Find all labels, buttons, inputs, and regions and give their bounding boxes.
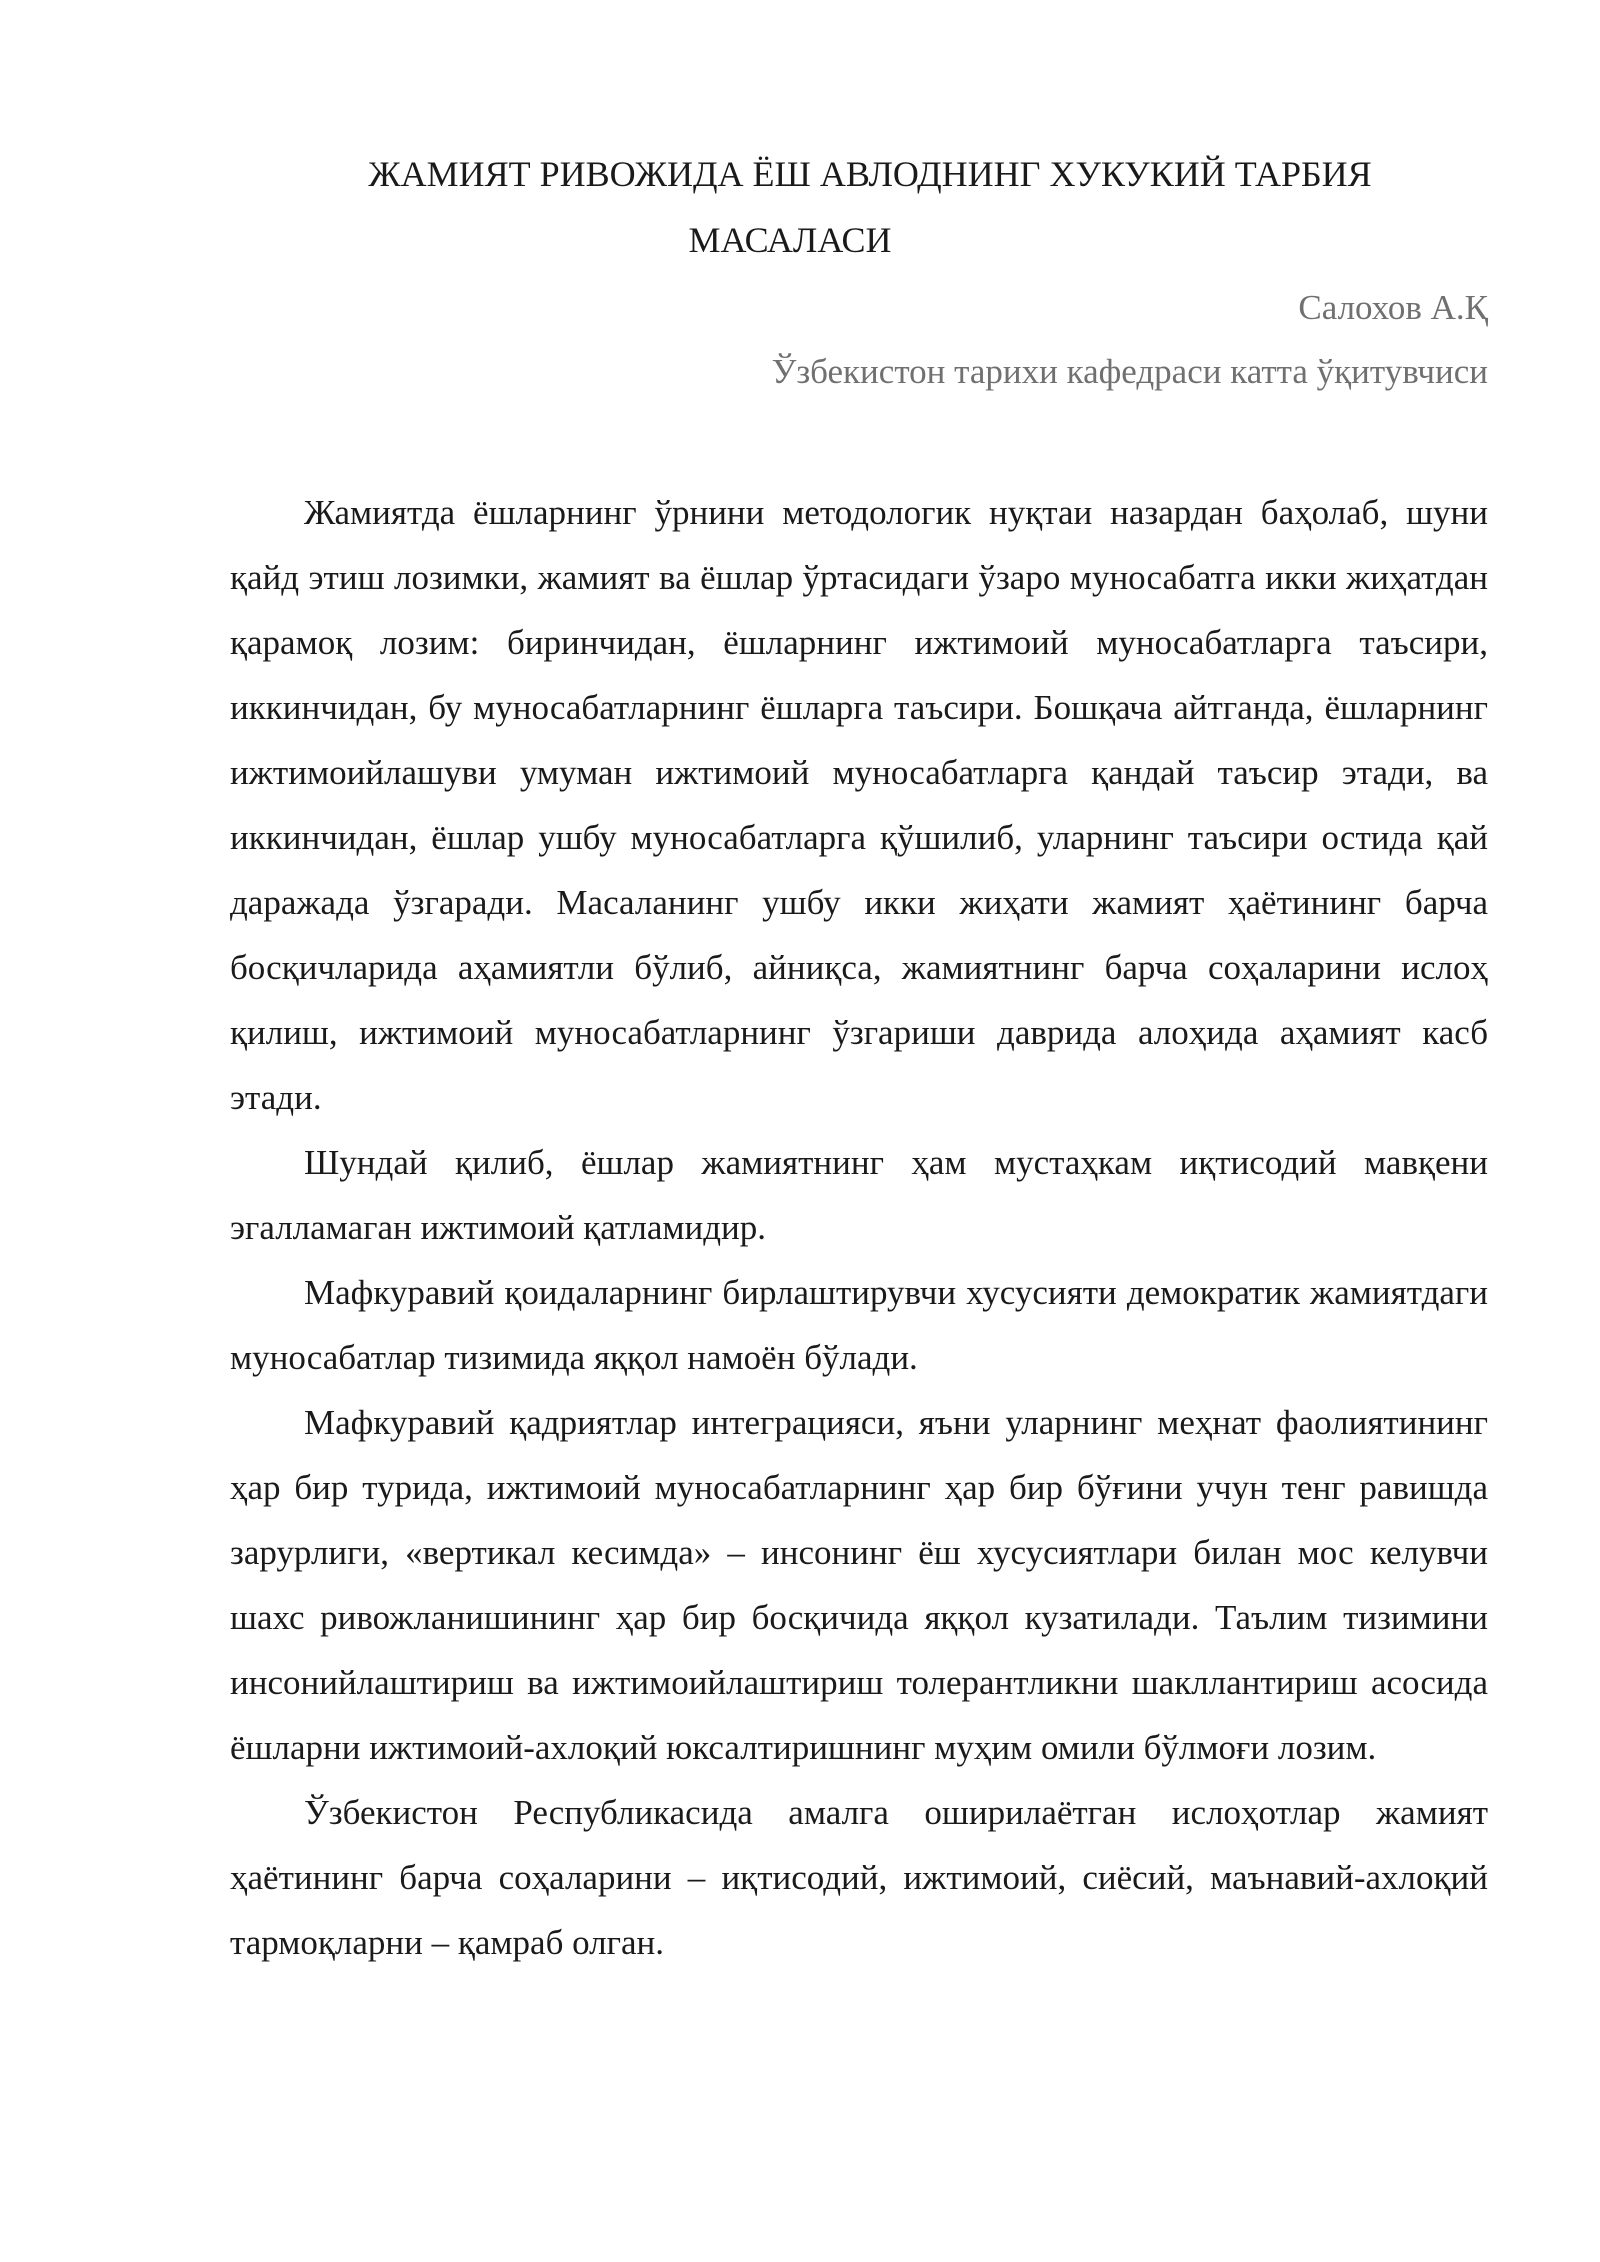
author-affiliation: Ўзбекистон тарихи кафедраси катта ўқитувчиси [771, 352, 1488, 391]
paragraph: Мафкуравий қадриятлар интеграцияси, яъни уларнинг меҳнат фаолиятининг ҳар бир турида, ижтимоий муносабатларнинг ҳар бир бўғини учун тенг равишда зарурлиги, «вертикал кесимда» – инсонинг ёш хусусиятлари билан мос келувчи шахс ривожланишининг ҳар бир босқичида яққол кузатилади. Таълим тизимини инсонийлаштириш ва ижтимоийлаштириш толерантликни шакллантириш асосида ёшларни ижтимоий-ахлоқий юксалтиришнинг муҳим омили бўлмоғи лозим. [230, 1403, 1488, 1767]
paragraph: Ўзбекистон Республикасида амалга оширилаётган ислоҳотлар жамият ҳаётининг барча соҳаларини – иқтисодий, ижтимоий, сиёсий, маънавий-ахлоқий тармоқларни – қамраб олган. [230, 1793, 1488, 1962]
author-name: Салохов А.Қ [1298, 288, 1488, 327]
paragraph: Шундай қилиб, ёшлар жамиятнинг ҳам мустаҳкам иқтисодий мавқени эгалламаган ижтимоий қатламидир. [230, 1143, 1488, 1247]
paragraph: Жамиятда ёшларнинг ўрнини методологик нуқтаи назардан баҳолаб, шуни қайд этиш лозимки, жамият ва ёшлар ўртасидаги ўзаро муносабатга икки жиҳатдан қарамоқ лозим: биринчидан, ёшларнинг ижтимоий муносабатларга таъсири, иккинчидан, бу муносабатларнинг ёшларга таъсири. Бошқача айтганда, ёшларнинг ижтимоийлашуви умуман ижтимоий муносабатларга қандай таъсир этади, ва иккинчидан, ёшлар ушбу муносабатларга қўшилиб, уларнинг таъсири остида қай даражада ўзгаради. Масаланинг ушбу икки жиҳати жамият ҳаётининг барча босқичларида аҳамиятли бўлиб, айниқса, жамиятнинг барча соҳаларини ислоҳ қилиш, ижтимоий муносабатларнинг ўзгариши даврида алоҳида аҳамият касб этади. [230, 493, 1488, 1117]
paragraph: Мафкуравий қоидаларнинг бирлаштирувчи хусусияти демократик жамиятдаги муносабатлар тизимида яққол намоён бўлади. [230, 1273, 1488, 1377]
document-title-line-2: МАСАЛАСИ [688, 220, 892, 260]
document-body [230, 480, 1488, 1975]
document-title-line-1: ЖАМИЯТ РИВОЖИДА ЁШ АВЛОДНИНГ ХУКУКИЙ ТАРБИЯ [368, 154, 1372, 194]
